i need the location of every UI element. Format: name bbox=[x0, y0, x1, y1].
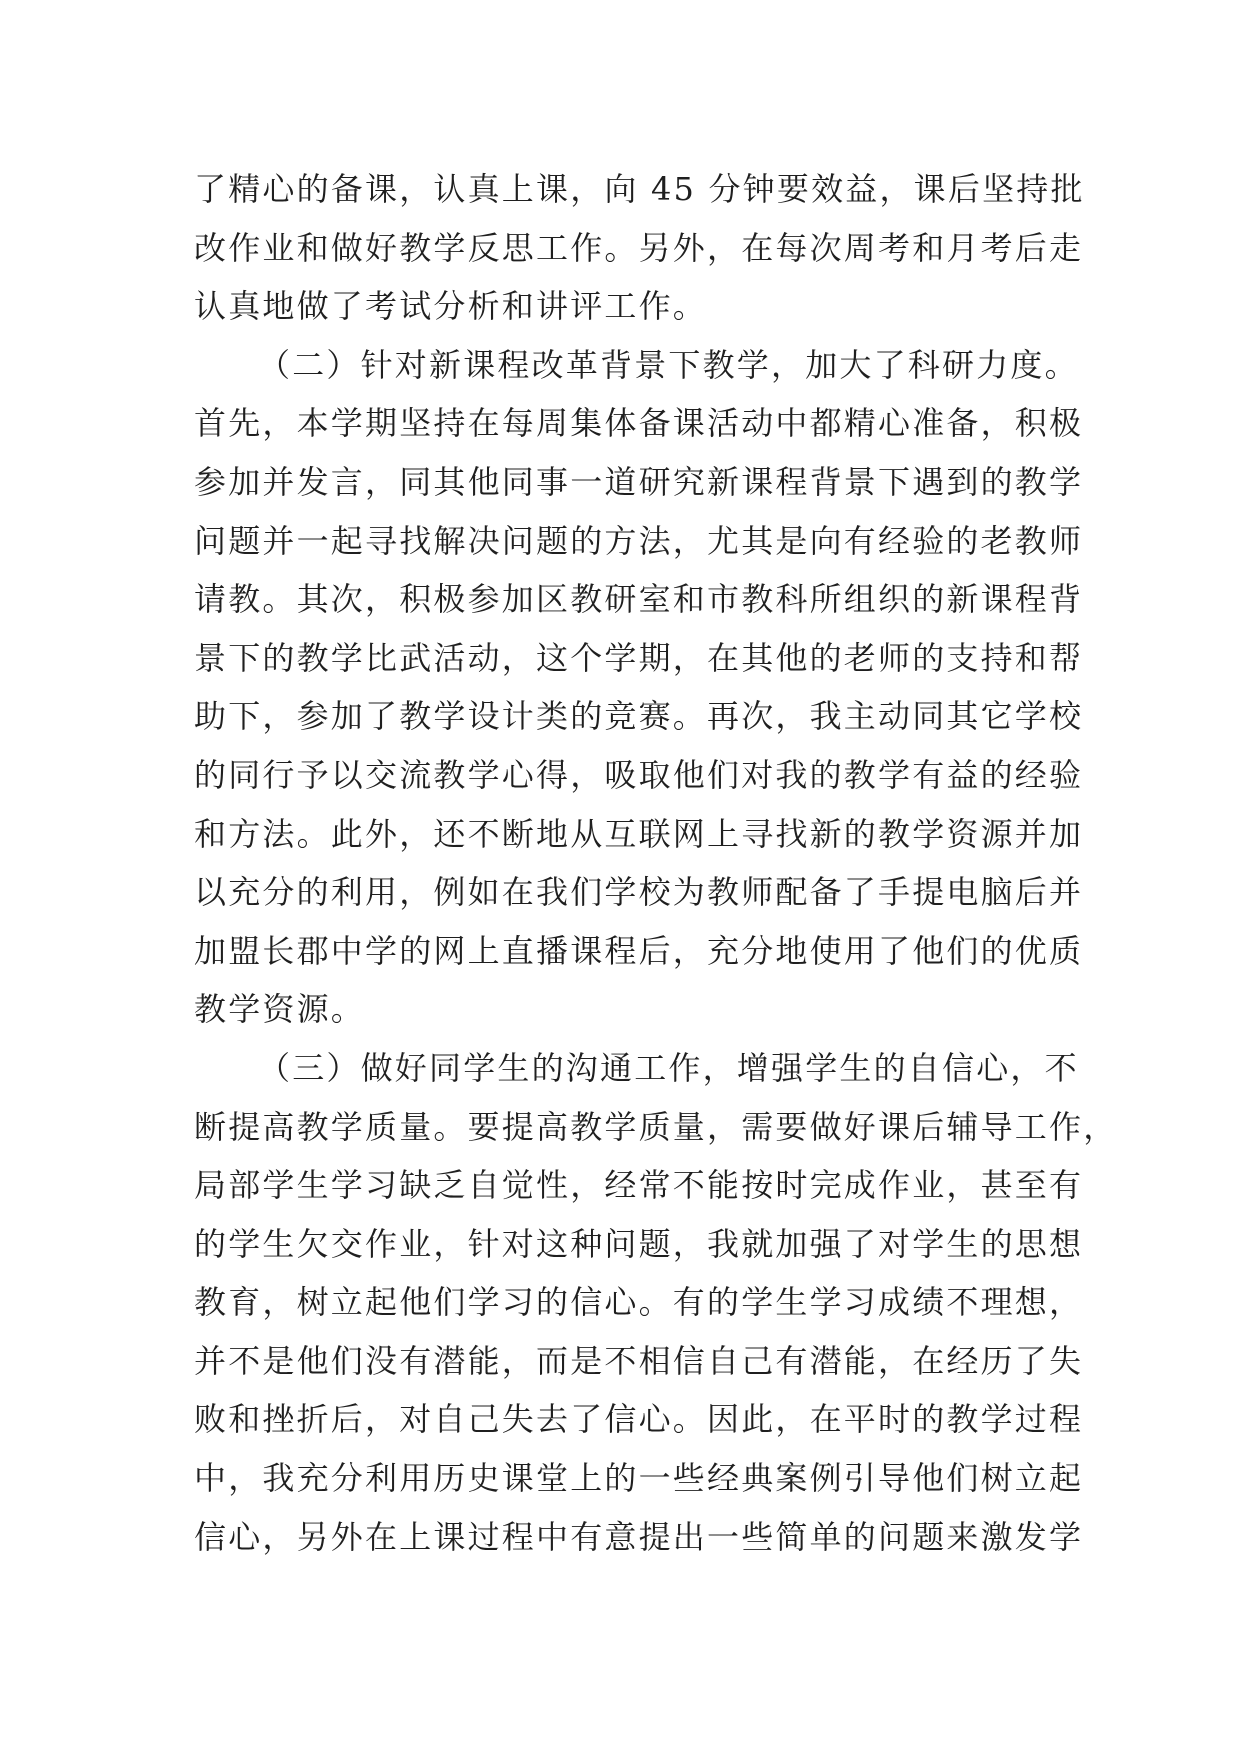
text-line: 和方法。此外，还不断地从互联网上寻找新的教学资源并加 bbox=[194, 814, 1084, 853]
text-line: 了精心的备课，认真上课，向 45 分钟要效益，课后坚持批 bbox=[194, 170, 1085, 208]
paragraph-heading-2: （二）针对新课程改革背景下教学，加大了科研力度。 bbox=[258, 345, 1079, 384]
text-line: 败和挫折后，对自己失去了信心。因此，在平时的教学过程 bbox=[194, 1400, 1084, 1439]
text-line: 教育，树立起他们学习的信心。有的学生学习成绩不理想， bbox=[194, 1283, 1084, 1322]
text-line: 问题并一起寻找解决问题的方法，尤其是向有经验的老教师 bbox=[194, 521, 1084, 560]
text-line: 并不是他们没有潜能，而是不相信自己有潜能，在经历了失 bbox=[194, 1341, 1084, 1380]
text-line: 的学生欠交作业，针对这种问题，我就加强了对学生的思想 bbox=[194, 1224, 1084, 1263]
paragraph-heading-3: （三）做好同学生的沟通工作，增强学生的自信心，不 bbox=[258, 1048, 1079, 1087]
text-line: 首先，本学期坚持在每周集体备课活动中都精心准备，积极 bbox=[194, 404, 1084, 443]
text-line: 加盟长郡中学的网上直播课程后，充分地使用了他们的优质 bbox=[194, 931, 1084, 970]
text-line: 教学资源。 bbox=[194, 990, 366, 1029]
text-line: 助下，参加了教学设计类的竞赛。再次，我主动同其它学校 bbox=[194, 697, 1084, 736]
body-text bbox=[194, 160, 1118, 1566]
text-line: 局部学生学习缺乏自觉性，经常不能按时完成作业，甚至有 bbox=[194, 1166, 1084, 1205]
text-line: 信心，另外在上课过程中有意提出一些简单的问题来激发学 bbox=[194, 1517, 1084, 1556]
text-line: 中，我充分利用历史课堂上的一些经典案例引导他们树立起 bbox=[194, 1459, 1084, 1498]
text-line: 的同行予以交流教学心得，吸取他们对我的教学有益的经验 bbox=[194, 755, 1084, 794]
text-line: 改作业和做好教学反思工作。另外，在每次周考和月考后走 bbox=[194, 228, 1084, 267]
text-line: 断提高教学质量。要提高教学质量，需要做好课后辅导工作， bbox=[194, 1107, 1118, 1146]
text-line: 景下的教学比武活动，这个学期，在其他的老师的支持和帮 bbox=[194, 638, 1084, 677]
text-line: 请教。其次，积极参加区教研室和市教科所组织的新课程背 bbox=[194, 580, 1084, 619]
text-line: 以充分的利用，例如在我们学校为教师配备了手提电脑后并 bbox=[194, 873, 1084, 912]
text-line: 参加并发言，同其他同事一道研究新课程背景下遇到的教学 bbox=[194, 462, 1084, 501]
text-line: 认真地做了考试分析和讲评工作。 bbox=[194, 287, 708, 326]
